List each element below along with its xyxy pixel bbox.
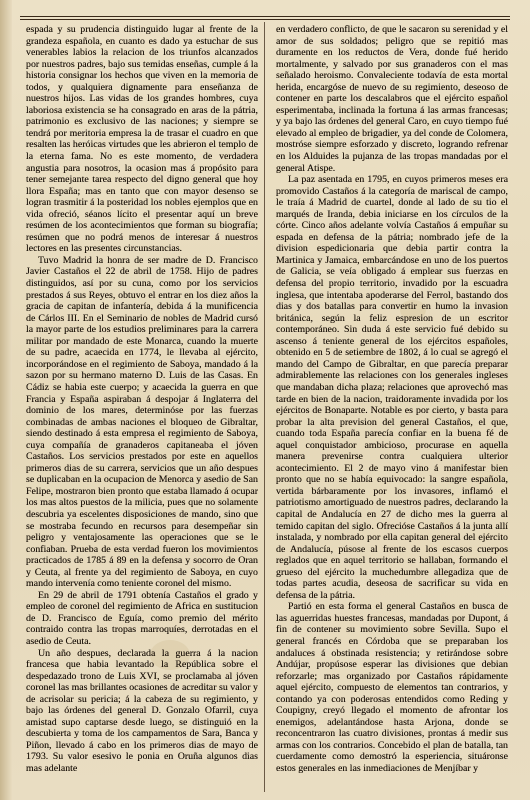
paragraph: Tuvo Madrid la honra de ser madre de D. Francisco Javier Castaños el 22 de abril de 1758. Hijo de padres distinguidos, así por su cuna, como por los servicios prestados á sus Reyes, obtuvo el entrar en los diez años la gracia de capitan de infantería, debida á la munificencia de Cárlos III. En el Seminario de nobles de Madrid cursó la mayor parte de los estudios preliminares para la carrera militar por mandado de este Monarca, cuando la muerte de su padre, acaecida en 1774, le llevaba al ejército, incorporándose en el regimiento de Saboya, mandado á la sazon por su hermano materno D. Luis de las Casas. En Cádiz se habia este cuerpo; y acaecida la guerra en que Francia y España aspiraban á despojar á Inglaterra del dominio de los mares, determinóse por las fuerzas combinadas de ambas naciones el bloqueo de Gibraltar, siendo destinado á esta empresa el regimiento de Saboya, cuya compañía de granaderos capitaneaba el jóven Castaños. Los servicios prestados por este en aquellos primeros dias de su carrera, servicios que un año despues se duplicaban en la ocupacion de Menorca y asedio de San Felipe, mostraron bien pronto que estaba llamado á ocupar los mas altos puestos de la milicia, pues que no solamente descubria ya escelentes disposiciones de mando, sino que se mostraba fecundo en recursos para desempeñar sin peligro y ventajosamente las operaciones que se le confiaban. Prueba de esta verdad fueron los movimientos practicados de 1785 á 89 en la defensa y socorro de Oran y Ceuta, al frente ya del regimiento de Saboya, en cuyo mando intervenía como teniente coronel del mismo. <box>26 254 258 590</box>
column-divider <box>264 22 265 792</box>
right-column <box>276 24 508 794</box>
top-rule-double <box>20 19 510 20</box>
paragraph: en verdadero conflicto, de que le sacaron su serenidad y el amor de sus soldados; peligro que se repitió mas duramente en los reductos de Vera, donde fué herido mortalmente, y salvado por sus granaderos con el mas señalado heroismo. Convaleciente todavía de esta mortal herida, encargóse de nuevo de su regimiento, deseoso de contener en parte los descalabros que el ejército español esperimentaba, inclinada la fortuna á las armas francesas; y ya bajo las órdenes del general Caro, en cuyo tiempo fué elevado al empleo de brigadier, ya del conde de Colomera, mostróse siempre esforzado y discreto, logrando refrenar en los Alduides la pujanza de las tropas mandadas por el general Atispe. <box>276 24 508 174</box>
paragraph: Partió en esta forma el general Castaños en busca de las aguerridas huestes francesas, mandadas por Dupont, á fin de contener su movimiento sobre Sevilla. Supo el general francés en Córdoba que se preparaban los andaluces á obstinada resistencia; y retirándose sobre Andújar, propúsose esperar las divisiones que debian reforzarle; mas organizado por Castaños rápidamente aquel ejército, compuesto de elementos tan contrarios, y contando ya con poderosas entendidos como Reding y Coupigny, creyó llegado el momento de afrontar los enemigos, adelantándose hasta Arjona, donde se reconcentraron las cuatro divisiones, prontas á medir sus armas con los contrarios. Concebido el plan de batalla, tan cuerdamente como demostró la esperiencia, situáronse estos generales en las inmediaciones de Menjíbar y <box>276 601 508 774</box>
paragraph: La paz asentada en 1795, en cuyos primeros meses era promovido Castaños á la categoría de mariscal de campo, le traía á Madrid de cuartel, donde al lado de su tio el marqués de Iranda, debia iniciarse en los círculos de la córte. Cinco años adelante volvía Castaños á empuñar su espada en defensa de la pátria; nombrado jefe de la division espedicionaria que debia partir contra la Martinica y Jamaica, embarcándose en uno de los puertos de Galicia, se veía obligado á emplear sus fuerzas en defensa del propio territorio, invadido por la escuadra inglesa, que intentaba apoderarse del Ferrol, bastando dos dias y dos batallas para convertir en humo la invasion británica, según la feliz espresion de un escritor contemporáneo. Sin duda á este servicio fué debido su ascenso á teniente general de los ejércitos españoles, obtenido en 5 de setiembre de 1802, á lo cual se agregó el mando del Campo de Gibraltar, en que parecía preparar admirablemente las relaciones con los generales ingleses que mandaban dicha plaza; relaciones que aprovechó mas tarde en bien de la nacion, traidoramente invadida por los ejércitos de Bonaparte. Notable es por cierto, y basta para probar la alta prevision del general Castaños, el que, cuando toda España parecía confiar en la buena fé de aquel conquistador ambicioso, procurase en aquella manera prevenirse contra cualquiera ulterior acontecimiento. El 2 de mayo vino á manifestar bien pronto que no se había equivocado: la sangre española, vertida bárbaramente por los invasores, inflamó el patriotismo amortiguado de nuestros padres, declarando la capital de Andalucía en 27 de dicho mes la guerra al temido capitan del siglo. Ofrecióse Castaños á la junta allí instalada, y nombrado por ella capitan general del ejército de Andalucía, púsose al frente de los escasos cuerpos reglados que en aquel territorio se hallaban, formando el grueso del ejército la muchedumbre allegadiza que de todas partes acudia, deseosa de sacrificar su vida en defensa de la pátria. <box>276 174 508 601</box>
top-rule <box>20 16 510 17</box>
left-column <box>26 24 258 794</box>
paragraph: espada y su prudencia distinguido lugar al frente de la grandeza española, en cuanto es dado ya estuchar de sus venerables labios la relacion de los triunfos alcanzados por nuestros padres, bajo sus temidas enseñas, cumple á la historia consignar los hechos que viven en la memoria de todos, y qualquiera dignamente para enseñanza de nuestros hijos. Las vidas de los grandes hombres, cuya laboriosa existencia se ha consagrado en aras de la pátria, patrimonio es exclusivo de las naciones; y siempre se tendrá por meritoria empresa la de trasar el cuadro en que resalten las heróicas virtudes que les abrieron el templo de la eterna fama. No es este momento, de verdadera angustia para nosotros, la ocasion mas á propósito para tener semejante tarea respecto del digno general que hoy llora España; mas en tanto que con mayor desenso se logran trasmitir á la posteridad los nobles ejemplos que en vida ofreció, séanos lícito el presentar aquí un breve resúmen de los acontecimientos que forman su biografía; resúmen que no podrá menos de interesar á nuestros lectores en las presentes circunstancias. <box>26 24 258 255</box>
page-edge-shadow <box>0 0 12 800</box>
paragraph: En 29 de abril de 1791 obtenía Castaños el grado y empleo de coronel del regimiento de Africa en sustitucion de D. Francisco de Eguía, como premio del mérito contraido contra las tropas marroquíes, derrotadas en el asedio de Ceuta. <box>26 589 258 647</box>
paragraph: Un año despues, declarada la guerra á la nacion francesa que habia levantado la República sobre el despedazado trono de Luis XVI, se proclamaba al jóven coronel las mas brillantes ocasiones de acreditar su valor y de acrisolar su pericia; á la cabeza de su regimiento, y bajo las órdenes del general D. Gonzalo Ofarril, cuya amistad supo captarse desde luego, se distinguió en la descubierta y toma de los campamentos de Sara, Banca y Piñon, llevado á cabo en los primeros dias de mayo de 1793. Su valor esesivo le ponia en Oruña algunos dias mas adelante <box>26 647 258 774</box>
